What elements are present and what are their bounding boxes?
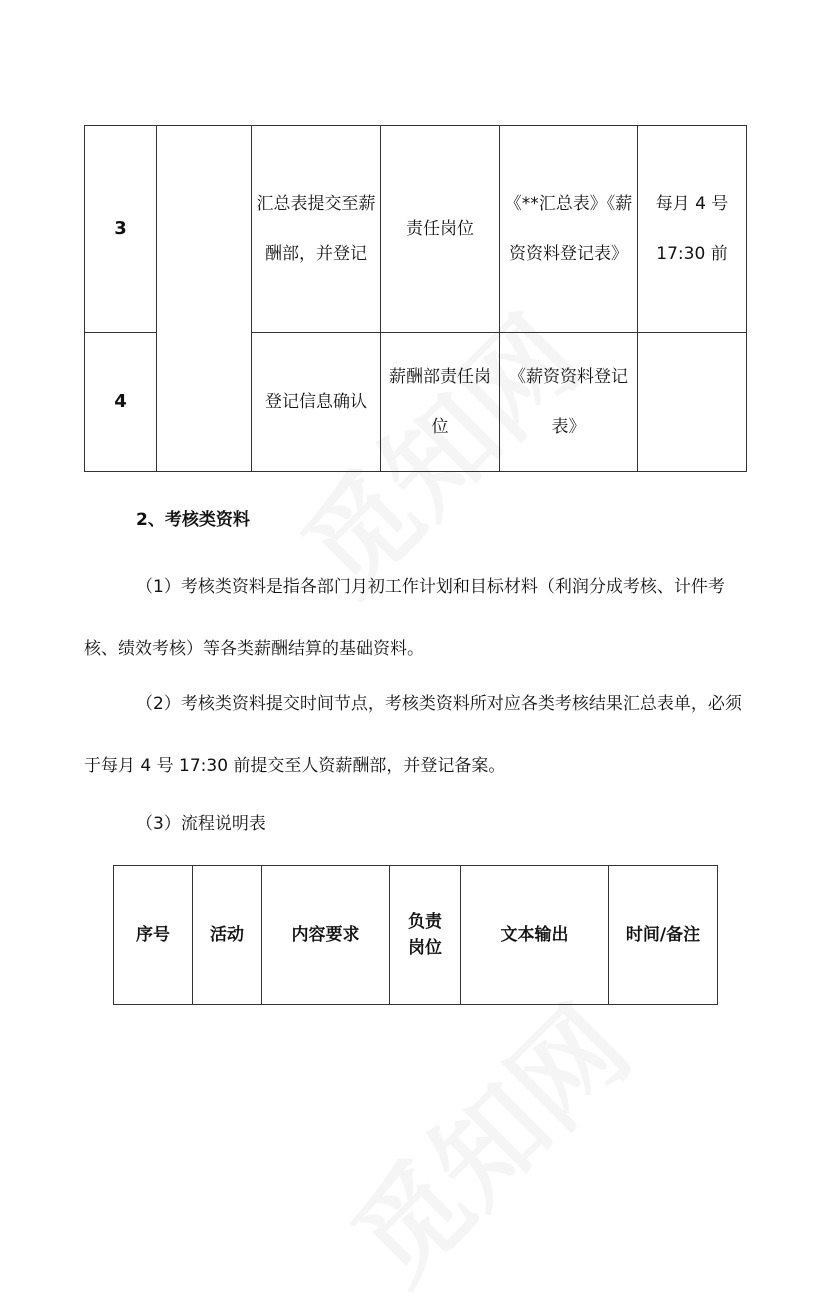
paragraph-3: （3）流程说明表 — [136, 814, 266, 834]
watermark — [312, 966, 657, 1311]
header-activity: 活动 — [193, 866, 262, 1005]
section-heading: 2、考核类资料 — [136, 510, 250, 530]
header-time: 时间/备注 — [609, 866, 718, 1005]
time-cell — [638, 333, 747, 472]
header-seq: 序号 — [114, 866, 193, 1005]
output-cell: 《**汇总表》《薪资资料登记表》 — [500, 126, 638, 333]
header-output: 文本输出 — [461, 866, 609, 1005]
content-cell: 汇总表提交至薪酬部，并登记 — [252, 126, 381, 333]
time-cell: 每月 4 号 17:30 前 — [638, 126, 747, 333]
seq-cell: 3 — [85, 126, 157, 333]
process-table-continued — [84, 125, 747, 472]
post-cell: 薪酬部责任岗位 — [381, 333, 500, 472]
process-table-header — [113, 865, 718, 1005]
paragraph-2: （2）考核类资料提交时间节点，考核类资料所对应各类考核结果汇总表单，必须于每月 4 号 17:30 前提交至人资薪酬部，并登记备案。 — [84, 694, 742, 776]
activity-cell — [157, 126, 252, 472]
seq-cell: 4 — [85, 333, 157, 472]
header-post: 负责岗位 — [390, 866, 461, 1005]
output-cell: 《薪资资料登记表》 — [500, 333, 638, 472]
paragraph-1: （1）考核类资料是指各部门月初工作计划和目标材料（利润分成考核、计件考核、绩效考核）等各类薪酬结算的基础资料。 — [84, 577, 725, 659]
header-content: 内容要求 — [262, 866, 390, 1005]
content-cell: 登记信息确认 — [252, 333, 381, 472]
table-header-row — [114, 866, 718, 1005]
table-row — [85, 126, 747, 333]
post-cell: 责任岗位 — [381, 126, 500, 333]
